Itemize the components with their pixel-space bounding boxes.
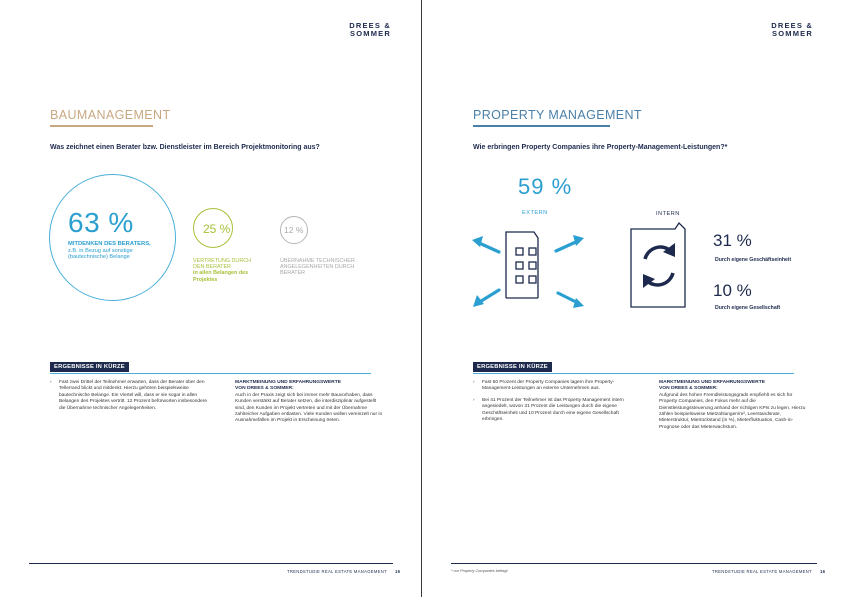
market-opinion: MARKTMEINUNG UND ERFAHRUNGSWERTE VON DREES & SOMMER: Aufgrund des hohen Fremdleistungsgrads empfiehlt es sich für Property Companies, den Fokus mehr auf die Dienstleistungssteuerung anhand der richtigen KPIs zu legen. Hierzu zählen beispielsweise Mietzahlungen/m², Leerstandsrate, Mieterstruktur, Mietrückstand (in %), Mieterfluktuation, Cash-in-Prognose oder das Mieterwachstum. (659, 380, 806, 430)
results-badge: ERGEBNISSE IN KÜRZE (50, 362, 129, 372)
extern-value: 59 % (518, 174, 573, 199)
intern-unit-value: 31 % (713, 231, 752, 250)
question: Wie erbringen Property Companies ihre Property-Management-Leistungen?* (473, 144, 728, 151)
footer: TRENDSTUDIE REAL ESTATE MANAGEMENT 16 (712, 569, 826, 574)
drees-sommer-logo: DREES & SOMMER (349, 21, 391, 38)
drees-sommer-logo: DREES & SOMMER (771, 21, 813, 38)
results-rule (473, 373, 794, 374)
results-rule (50, 373, 371, 374)
extern-label: EXTERN (522, 210, 548, 216)
results-badge: ERGEBNISSE IN KÜRZE (473, 362, 552, 372)
stat-25-value: 25 % (203, 222, 231, 236)
stat-25-caption: VERTRETUNG DURCH DEN BERATER in allen Belangen des Projektes (193, 258, 252, 283)
intern-label: INTERN (656, 211, 680, 217)
section-title: PROPERTY MANAGEMENT (473, 108, 642, 122)
market-opinion: MARKTMEINUNG UND ERFAHRUNGSWERTE VON DREES & SOMMER: Auch in der Praxis zeigt sich bei immer mehr Bauvorhaben, dass Kunden verstärkt auf Berater setzen, die interdisziplinär aufgestellt sind, den Kunden im Projekt vertreten und mit der Übernahme zahlreicher Aufgaben entlasten. Viele Kunden wollen vereinzelt nur in Ausnahmefällen im Projekt in Erscheinung treten. (235, 380, 383, 424)
page-number: 16 (819, 569, 826, 574)
section-title: BAUMANAGEMENT (50, 108, 171, 122)
footer-rule (451, 563, 817, 564)
left-page (0, 0, 421, 597)
list-item: › Bei 41 Prozent der Teilnehmer ist das Property Management intern angesiedelt, wovon 31 Prozent die Leistungen durch die eigene Geschäftseinheit und 10 Prozent durch eine eigene Gesellschaft erbringen. (473, 398, 633, 424)
question: Was zeichnet einen Berater bzw. Dienstleister im Bereich Projektmonitoring aus? (50, 144, 320, 151)
right-page (422, 0, 843, 597)
intern-cycle-icon (629, 221, 694, 309)
list-item: › Fast zwei Drittel der Teilnehmer erwarten, dass der Berater über den Tellerrand blickt und mitdenkt. Hierzu gehören beispielsweise bautechnische Belange. Ein Viertel will, dass er sie sogar in allen Belangen des Projektes vertritt. 12 Prozent befürworten insbesondere die Übernahme technischer Angelegenheiten. (50, 380, 210, 412)
section-rule (473, 125, 610, 127)
stat-12-value: 12 % (284, 225, 304, 235)
section-rule (50, 125, 153, 127)
stat-63-caption: MITDENKEN DES BERATERS, z.B. in Bezug auf sonstige (bautechnische) Belange (68, 241, 151, 260)
footer-rule (29, 563, 393, 564)
page-number: 15 (394, 569, 401, 574)
footer: TRENDSTUDIE REAL ESTATE MANAGEMENT 15 (287, 569, 401, 574)
results-bullets (50, 380, 210, 417)
footnote: * nur Property Companies befragt (451, 569, 508, 573)
intern-unit-caption: Durch eigene Geschäftseinheit (715, 257, 792, 263)
stat-63-value: 63 % (68, 207, 134, 238)
intern-company-caption: Durch eigene Gesellschaft (715, 305, 781, 311)
results-bullets (473, 380, 633, 428)
outsourcing-building-icon (472, 218, 590, 313)
intern-company-value: 10 % (713, 281, 752, 300)
stat-12-caption: ÜBERNAHME TECHNISCHER ANGELEGENHEITEN DURCH BERATER (280, 258, 355, 277)
list-item: › Fast 60 Prozent der Property Companies lagern ihre Property-Management-Leistungen an externe Unternehmen aus. (473, 380, 633, 393)
